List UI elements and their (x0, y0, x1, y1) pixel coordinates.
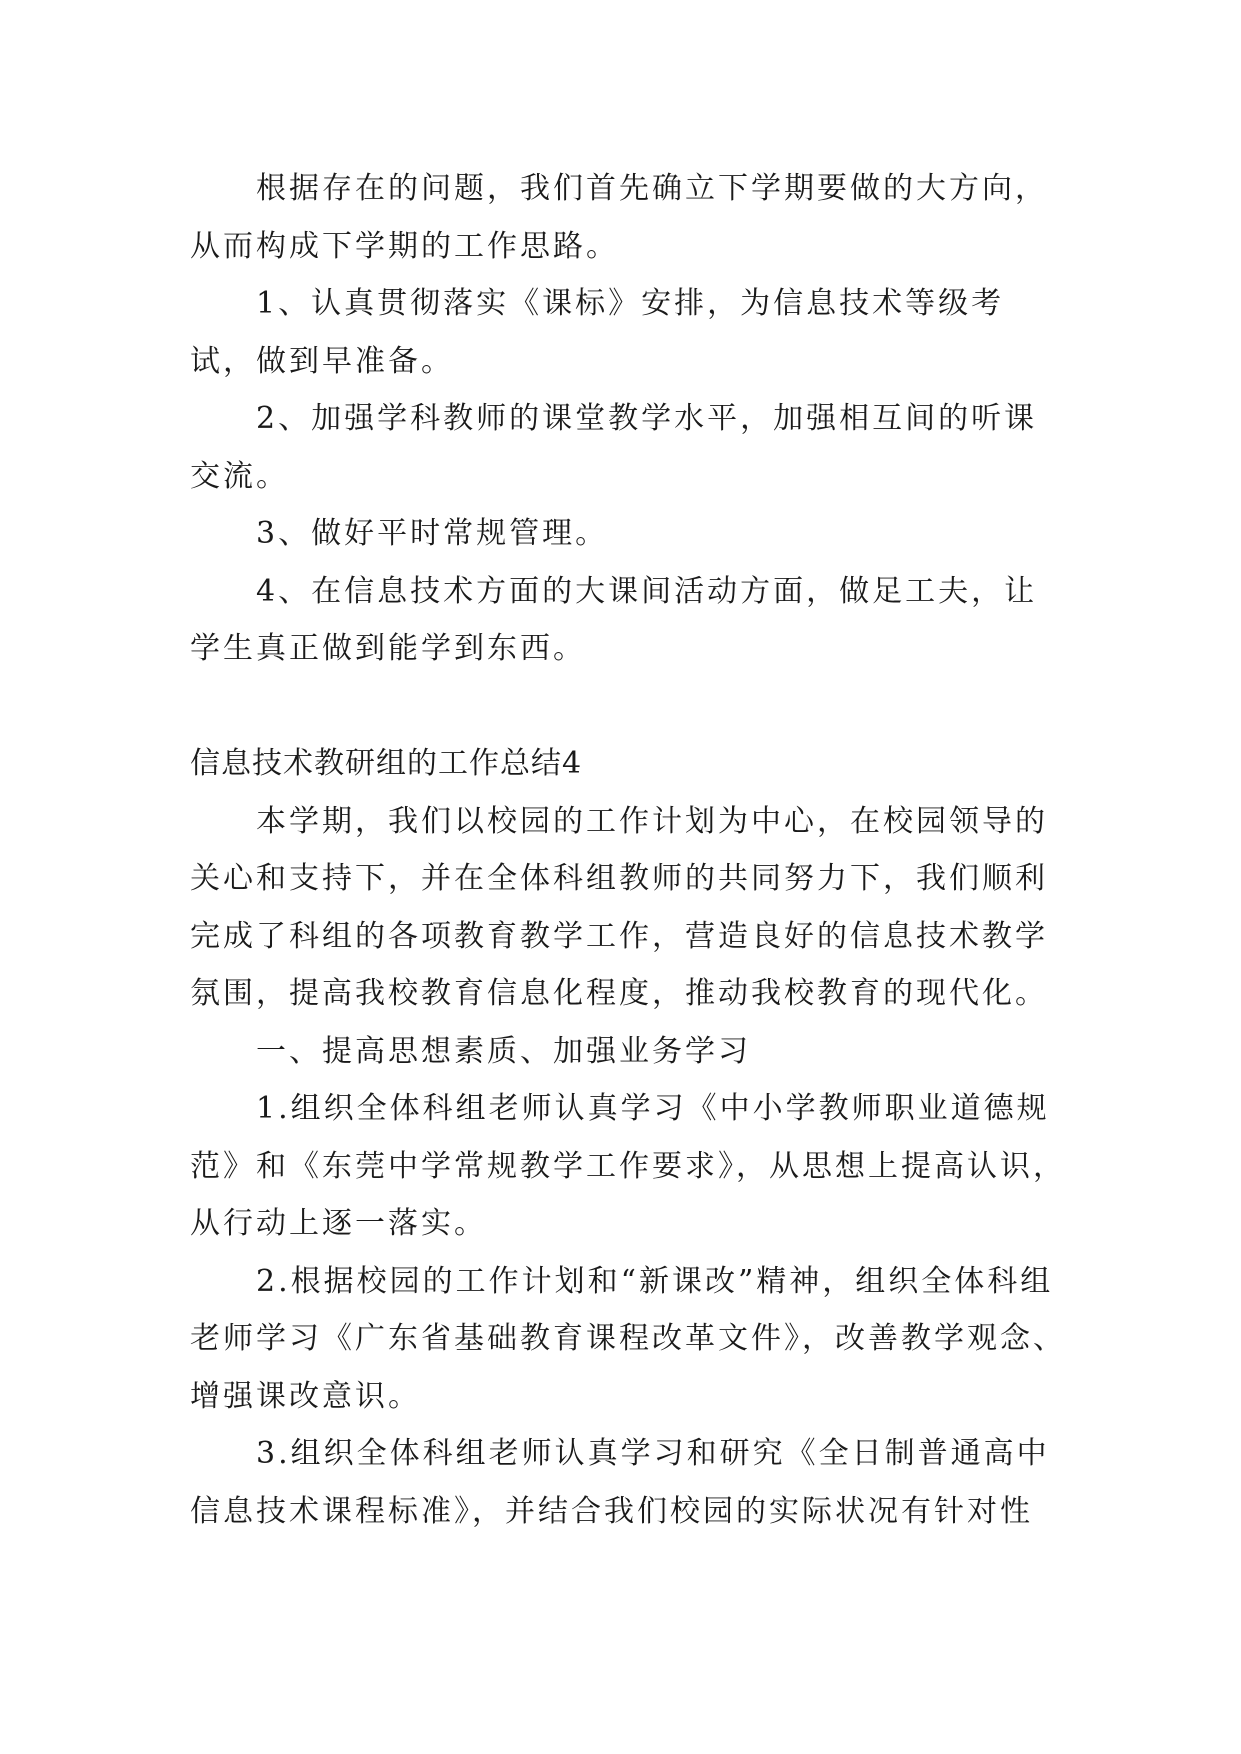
paragraph: 根据存在的问题，我们首先确立下学期要做的大方向，从而构成下学期的工作思路。 (190, 171, 1048, 264)
list-item: 1.组织全体科组老师认真学习《中小学教师职业道德规范》和《东莞中学常规教学工作要求》，从思想上提高认识，从行动上逐一落实。 (190, 1091, 1066, 1241)
list-item: 3、做好平时常规管理。 (256, 516, 609, 551)
list-item: 3.组织全体科组老师认真学习和研究《全日制普通高中信息技术课程标准》，并结合我们校园的实际状况有针对性 (190, 1436, 1050, 1529)
subheading: 一、提高思想素质、加强业务学习 (256, 1033, 751, 1069)
section-title: 信息技术教研组的工作总结4 (190, 746, 583, 781)
list-item: 2.根据校园的工作计划和“新课改”精神，组织全体科组老师学习《广东省基础教育课程改革文件》，改善教学观念、增强课改意识。 (190, 1263, 1066, 1414)
list-item: 1、认真贯彻落实《课标》安排，为信息技术等级考试，做到早准备。 (190, 286, 1005, 379)
list-item: 2、加强学科教师的课堂教学水平，加强相互间的听课交流。 (190, 401, 1038, 494)
list-item: 4、在信息技术方面的大课间活动方面，做足工夫，让学生真正做到能学到东西。 (190, 573, 1038, 666)
paragraph: 本学期，我们以校园的工作计划为中心，在校园领导的关心和支持下，并在全体科组教师的共同努力下，我们顺利完成了科组的各项教育教学工作，营造良好的信息技术教学氛围，提高我校教育信息化程度，推动我校教育的现代化。 (190, 803, 1048, 1011)
document-body (190, 160, 1070, 1540)
